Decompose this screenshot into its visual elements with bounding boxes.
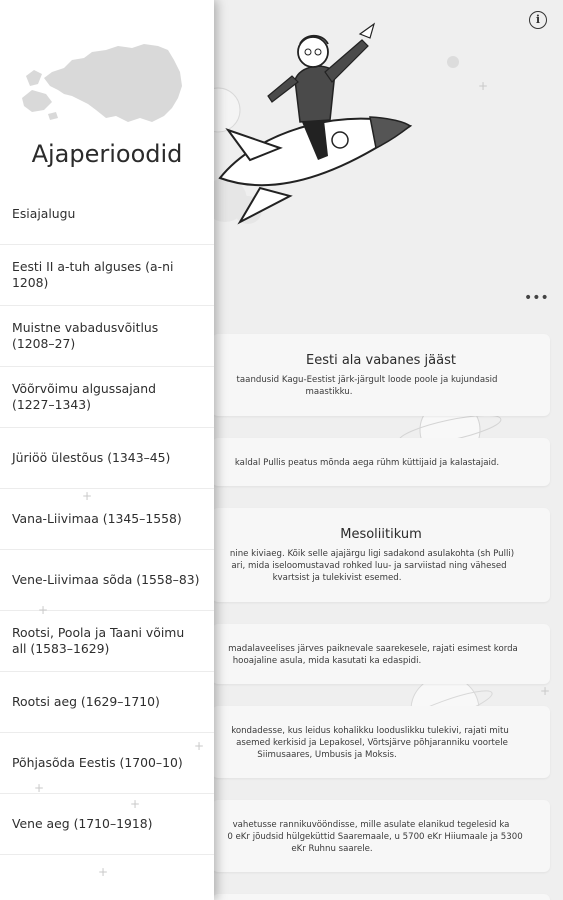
period-item[interactable] [0, 733, 214, 794]
card-text: hooajaline asula, mida kasutati ka edaspidi. [232, 656, 422, 666]
star-icon: + [38, 603, 49, 617]
period-label: Muistne vabadusvõitlus (1208–27) [12, 320, 159, 351]
period-label: Vene aeg (1710–1918) [12, 816, 153, 831]
period-label: Rootsi, Poola ja Taani võimu all (1583–1629) [12, 625, 185, 656]
card-text: taandusid Kagu-Eestist järk-järgult loode poole ja kujundasid [236, 375, 498, 385]
card-text: nine kiviaeg. Kõik selle ajajärgu ligi sadakond asulakohta (sh Pulli) [229, 549, 515, 559]
more-options-icon[interactable]: ••• [524, 290, 549, 306]
period-label: Vene-Liivimaa sõda (1558–83) [12, 572, 200, 587]
period-item[interactable] [0, 611, 214, 672]
star-icon: + [82, 489, 93, 503]
timeline-card[interactable] [212, 624, 550, 684]
period-label: Eesti II a-tuh alguses (a-ni 1208) [12, 259, 174, 290]
period-item[interactable] [0, 672, 214, 733]
star-icon: + [34, 781, 45, 795]
timeline-card[interactable] [212, 508, 550, 602]
card-text: vahetusse rannikuvööndisse, mille asulate elanikud tegelesid ka [232, 820, 510, 830]
period-item[interactable] [0, 489, 214, 550]
card-text: maastikku. [305, 387, 353, 397]
period-item[interactable] [0, 245, 214, 306]
timeline-card[interactable] [212, 894, 550, 900]
card-text: ari, mida iseloomustavad rohked luu- ja sarviistad ning vähesed [231, 561, 507, 571]
card-text: kondadesse, kus leidus kohalikku looduslikku tulekivi, rajati mitu [231, 726, 509, 736]
card-text: Siimusaares, Umbusis ja Moksis. [257, 750, 397, 760]
card-text: kvartsist ja tulekivist esemed. [272, 573, 402, 583]
timeline-card[interactable] [212, 438, 550, 486]
rocket-astronaut-illustration [200, 10, 430, 240]
timeline-card[interactable] [212, 800, 550, 872]
timeline-card[interactable] [212, 706, 550, 778]
period-label: Esiajalugu [12, 206, 76, 221]
card-text: kaldal Pullis peatus mõnda aega rühm küttijaid ja kalastajaid. [234, 458, 500, 468]
period-item[interactable] [0, 550, 214, 611]
star-icon: + [98, 865, 109, 879]
estonia-map-icon [22, 38, 187, 128]
period-label: Põhjasõda Eestis (1700–10) [12, 755, 183, 770]
period-label: Võõrvõimu algussajand (1227–1343) [12, 381, 156, 412]
star-icon: + [130, 797, 141, 811]
navigation-drawer [0, 0, 214, 900]
period-label: Rootsi aeg (1629–1710) [12, 694, 160, 709]
period-label: Jüriöö ülestõus (1343–45) [12, 450, 171, 465]
star-icon: + [540, 684, 551, 698]
card-title: Eesti ala vabanes jääst [306, 353, 456, 368]
star-icon: + [194, 739, 205, 753]
card-text: madalaveelises järves paiknevale saarekesele, rajati esimest korda [228, 644, 518, 654]
card-text: asemed kerkisid ja Lepakosel, Võrtsjärve põhjaranniku voortele [236, 738, 508, 748]
period-label: Vana-Liivimaa (1345–1558) [12, 511, 182, 526]
drawer-title: Ajaperioodid [31, 140, 183, 168]
period-item[interactable] [0, 794, 214, 855]
star-icon [447, 56, 459, 68]
period-item[interactable] [0, 184, 214, 245]
card-text: 0 eKr jõudsid hülgeküttid Saaremaale, u 5700 eKr Hiiumaale ja 5300 [227, 832, 523, 842]
period-item[interactable] [0, 367, 214, 428]
timeline-card[interactable] [212, 334, 550, 416]
card-text: eKr Ruhnu saarele. [291, 844, 373, 854]
info-icon[interactable]: i [529, 11, 547, 29]
period-item[interactable] [0, 306, 214, 367]
card-title: Mesoliitikum [340, 527, 422, 542]
star-icon: + [478, 79, 489, 93]
period-item[interactable] [0, 428, 214, 489]
